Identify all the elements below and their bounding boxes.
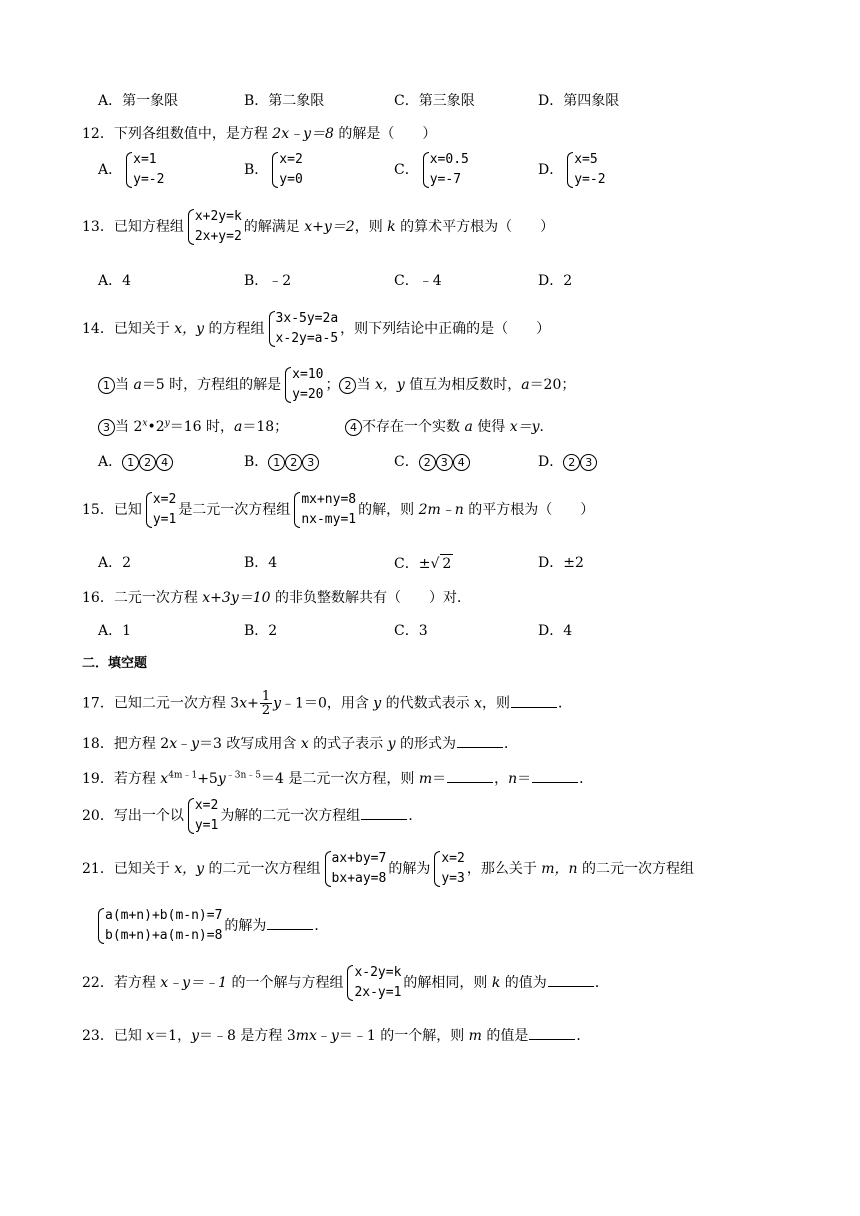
question-number: 17．	[82, 695, 114, 712]
system-line: y=-7	[429, 172, 462, 187]
question-text: ﹣1＝0，用含	[281, 695, 374, 712]
separator: ，	[494, 771, 509, 787]
q11-option-d: D．第四象限	[538, 93, 620, 109]
system-line: 2x+y=2	[194, 229, 242, 244]
question-number: 22．	[82, 975, 114, 991]
question-text: 的值为	[500, 975, 547, 991]
q15-option-d: D．±2	[538, 555, 584, 571]
variable: y	[191, 1028, 200, 1044]
question-number: 18．	[82, 736, 114, 752]
statement-text: 值互为相反数时，	[404, 377, 522, 393]
answer-blank[interactable]	[511, 694, 557, 708]
system-line: x+2y=k	[194, 209, 242, 224]
equation: x+3y＝10	[202, 590, 271, 606]
question-text: 的式子表示	[308, 736, 388, 752]
system-line: y=20	[292, 387, 324, 402]
equation: x﹣y＝﹣1	[160, 975, 227, 991]
equation-system	[323, 849, 387, 889]
variable: n	[508, 771, 518, 787]
system-line: x=2	[279, 152, 303, 167]
question-text: 的形式为	[395, 736, 457, 752]
q14-option-c	[394, 453, 470, 471]
option-label: B．	[244, 454, 269, 470]
system-line: y=3	[441, 871, 465, 886]
fraction-numerator: 1	[261, 689, 271, 704]
variable: k	[491, 975, 501, 991]
question-text: 已知	[113, 1028, 147, 1044]
statement-text: 当 2	[115, 419, 143, 435]
question-text: 已知二元一次方程 3	[113, 695, 240, 712]
q12-option-a	[98, 150, 166, 190]
statement-text: ＝18；	[242, 419, 289, 435]
variable: x，y	[174, 861, 205, 877]
question-text: ＝1，	[154, 1028, 192, 1044]
variable: y	[387, 736, 396, 752]
variable: m，n	[541, 861, 578, 877]
q11-option-a: A．第一象限	[98, 93, 179, 109]
variable: x，y	[174, 321, 205, 337]
question-text: 的解相同，则	[403, 975, 492, 991]
question-text: ＝3 改写成用含	[199, 736, 301, 752]
question-number: 12．	[82, 126, 114, 142]
system-line: x=10	[292, 367, 324, 382]
circled-number: 4	[156, 454, 173, 471]
option-label: C．	[394, 162, 419, 178]
equation-system	[345, 963, 401, 1003]
equation: 2x﹣y＝8	[272, 126, 334, 142]
statement-text: •2	[147, 419, 165, 435]
q14-option-d	[538, 453, 597, 471]
question-text: ＝﹣8 是方程 3	[199, 1028, 296, 1044]
system-line: x-2y=a-5	[275, 331, 339, 346]
q11-option-b: B．第二象限	[244, 93, 325, 109]
equation-system	[565, 150, 605, 190]
question-text: ，则	[354, 219, 388, 235]
q13-option-c: C．﹣4	[394, 273, 442, 289]
question-text: 若方程	[113, 975, 161, 991]
equation-system	[270, 150, 302, 190]
equation-system	[292, 490, 356, 530]
question-text: 的解，则	[358, 502, 419, 518]
q12-option-d	[538, 150, 608, 190]
variable: a	[133, 377, 142, 393]
equation-system	[144, 490, 176, 530]
fraction	[260, 690, 272, 717]
question-text: 为解的二元一次方程组	[220, 808, 361, 824]
q14-conclusion-4	[345, 418, 554, 436]
variable: x，y	[374, 377, 405, 393]
equation-system	[186, 207, 242, 247]
punctuation: ．	[408, 808, 423, 824]
punctuation: ．	[558, 695, 573, 712]
q15-option-c	[394, 554, 453, 573]
statement-text: ＝16 时，	[169, 419, 234, 435]
question-16	[82, 589, 471, 607]
question-number: 13．	[82, 219, 114, 235]
equation-system	[283, 365, 323, 405]
circled-number: 3	[436, 454, 453, 471]
system-line: b(m+n)+a(m-n)=8	[105, 928, 223, 943]
system-line: x=2	[194, 798, 219, 813]
exponent: y	[164, 418, 170, 429]
question-22	[82, 963, 609, 1003]
q12-option-c	[394, 150, 471, 190]
q16-option-c: C．3	[394, 623, 428, 639]
circled-number: 3	[302, 454, 319, 471]
variable: x	[160, 771, 169, 787]
variable: k	[387, 219, 396, 235]
question-13	[82, 207, 554, 247]
circled-number: 1	[98, 377, 115, 394]
question-number: 16．	[82, 590, 114, 606]
question-text: 写出一个以	[113, 808, 184, 824]
answer-blank[interactable]	[361, 806, 407, 820]
equation-system	[421, 150, 469, 190]
question-number: 20．	[82, 808, 114, 824]
system-line: a(m+n)+b(m-n)=7	[105, 908, 223, 923]
system-line: 3x-5y=2a	[275, 311, 339, 326]
statement-text: ．	[539, 419, 554, 435]
equation: x+y＝2	[304, 219, 355, 235]
fraction-denominator: 2	[261, 703, 271, 718]
q13-option-b: B．﹣2	[244, 273, 292, 289]
question-text: 已知关于	[113, 861, 175, 877]
question-text: ，那么关于	[466, 861, 542, 877]
option-label: A．	[98, 162, 123, 178]
circled-number: 4	[345, 419, 362, 436]
question-text: 的一个解与方程组	[227, 975, 344, 991]
variable: y	[217, 771, 226, 787]
question-text: 下列各组数值中，是方程	[113, 126, 273, 142]
variable: x	[146, 1028, 155, 1044]
option-label: B．	[244, 162, 269, 178]
circled-number: 2	[339, 377, 356, 394]
variable: mx	[295, 1028, 317, 1044]
option-label: D．	[538, 454, 564, 470]
question-20	[82, 796, 422, 836]
operator: ＝	[432, 771, 447, 787]
system-line: x-2y=k	[354, 965, 402, 980]
variable: x	[474, 695, 483, 712]
answer-blank-n[interactable]	[532, 769, 578, 783]
q11-option-c: C．第三象限	[394, 93, 475, 109]
exponent: 4m﹣1	[168, 770, 198, 781]
question-text: 把方程 2	[113, 736, 170, 752]
q13-option-a: A．4	[98, 273, 132, 289]
q16-option-b: B．2	[244, 623, 278, 639]
question-number: 23．	[82, 1028, 114, 1044]
variable: a	[464, 419, 473, 435]
q16-option-d: D．4	[538, 623, 573, 639]
question-text: 的非负整数解共有（ ）对．	[270, 590, 471, 606]
variable: a	[521, 377, 530, 393]
question-text: 的二元一次方程组	[204, 861, 321, 877]
punctuation: ．	[579, 771, 594, 787]
answer-blank[interactable]	[529, 1026, 575, 1040]
question-text: 的解为	[224, 918, 267, 934]
system-line: ax+by=7	[331, 851, 387, 866]
operator: +	[247, 695, 259, 712]
variable: x	[169, 736, 178, 752]
option-label: C．	[394, 454, 419, 470]
question-text: ＝﹣1 的一个解，则	[338, 1028, 469, 1044]
question-number: 14．	[82, 321, 114, 337]
variable: y	[273, 695, 282, 712]
statement-text: ＝20；	[529, 377, 576, 393]
answer-blank[interactable]	[548, 973, 594, 987]
system-line: y=-2	[574, 172, 606, 187]
equation-system	[96, 906, 222, 946]
equation: x＝y	[509, 419, 540, 435]
question-21-continued	[94, 906, 328, 946]
system-line: y=-2	[133, 172, 165, 187]
circled-number: 1	[122, 454, 139, 471]
sqrt-symbol: √	[430, 556, 440, 572]
circled-number: 3	[98, 419, 115, 436]
system-line: x=2	[441, 851, 465, 866]
sqrt-radicand: 2	[442, 556, 452, 572]
section-heading: 二．填空题	[82, 656, 148, 671]
punctuation: ．	[504, 736, 519, 752]
answer-blank-m[interactable]	[447, 769, 493, 783]
q14-conclusion-3	[98, 418, 288, 436]
separator: ；	[325, 377, 340, 393]
exponent: ﹣3n﹣5	[225, 770, 261, 781]
operator: ﹣	[316, 1028, 331, 1044]
question-text: 的算术平方根为（ ）	[395, 219, 555, 235]
question-number: 21．	[82, 861, 114, 877]
statement-text: 当	[356, 377, 375, 393]
variable: y	[373, 695, 382, 712]
equation-system	[186, 796, 218, 836]
equation-system	[432, 849, 464, 889]
circled-number: 2	[419, 454, 436, 471]
expression: 2m﹣n	[418, 502, 464, 518]
system-line: bx+ay=8	[331, 871, 387, 886]
question-text: 已知关于	[113, 321, 175, 337]
statement-text: ＝5 时，方程组的解是	[141, 377, 282, 393]
question-text: +5	[197, 771, 218, 787]
variable: x	[239, 695, 248, 712]
statement-text: 使得	[472, 419, 510, 435]
operator: ＝	[517, 771, 532, 787]
question-18	[82, 734, 518, 753]
system-line: mx+ny=8	[301, 492, 357, 507]
question-text: 的方程组	[204, 321, 265, 337]
question-text: 的解为	[388, 861, 431, 877]
circled-number: 3	[580, 454, 597, 471]
variable: a	[233, 419, 243, 435]
q16-option-a: A．1	[98, 623, 132, 639]
variable: m	[468, 1028, 482, 1044]
question-text: 的二元一次方程组	[577, 861, 695, 877]
q14-conclusions-1-2	[98, 365, 575, 405]
question-23	[82, 1026, 590, 1045]
q13-option-d: D．2	[538, 273, 573, 289]
circled-number: 4	[453, 454, 470, 471]
option-label: C．±	[394, 556, 431, 572]
question-text: ＝4 是二元一次方程，则	[261, 771, 419, 787]
system-line: y=1	[194, 818, 219, 833]
system-line: 2x-y=1	[354, 985, 402, 1000]
question-12	[82, 125, 436, 143]
q14-option-a	[98, 453, 173, 471]
question-14	[82, 309, 550, 349]
operator: ﹣	[177, 736, 192, 752]
question-text: 的解满足	[243, 219, 305, 235]
punctuation: ．	[576, 1028, 591, 1044]
punctuation: ．	[314, 918, 329, 934]
variable: x	[300, 736, 309, 752]
question-text: 的代数式表示	[381, 695, 475, 712]
question-text: 已知	[113, 502, 142, 518]
question-text: 的值是	[481, 1028, 529, 1044]
system-line: y=0	[279, 172, 303, 187]
circled-number: 2	[563, 454, 580, 471]
system-line: x=2	[152, 492, 177, 507]
question-19	[82, 769, 593, 788]
q12-option-b	[244, 150, 305, 190]
exponent: x	[142, 418, 148, 429]
statement-text: 不存在一个实数	[362, 419, 465, 435]
q15-option-a: A．2	[98, 555, 132, 571]
question-text: 的平方根为（ ）	[463, 502, 595, 518]
option-label: D．	[538, 162, 564, 178]
question-text: 若方程	[113, 771, 161, 787]
q15-option-b: B．4	[244, 555, 278, 571]
answer-blank[interactable]	[267, 916, 313, 930]
option-label: A．	[98, 454, 123, 470]
question-text: 是二元一次方程组	[178, 502, 291, 518]
system-line: x=1	[133, 152, 157, 167]
system-line: nx-my=1	[301, 512, 357, 527]
question-text: 二元一次方程	[113, 590, 203, 606]
question-text: ，则	[482, 695, 511, 712]
system-line: y=1	[152, 512, 177, 527]
circled-number: 2	[285, 454, 302, 471]
question-number: 19．	[82, 771, 114, 787]
circled-number: 2	[139, 454, 156, 471]
q14-option-b	[244, 453, 319, 471]
question-text: 已知方程组	[113, 219, 184, 235]
statement-text: 当	[115, 377, 134, 393]
question-15	[82, 490, 594, 530]
circled-number: 1	[268, 454, 285, 471]
question-17	[82, 690, 572, 717]
variable: y	[330, 1028, 339, 1044]
question-text: ，则下列结论中正确的是（ ）	[340, 321, 551, 337]
system-line: x=0.5	[429, 152, 469, 167]
variable: m	[418, 771, 433, 787]
punctuation: ．	[594, 975, 609, 991]
equation-system	[124, 150, 164, 190]
system-line: x=5	[574, 152, 598, 167]
equation-system	[267, 309, 339, 349]
question-number: 15．	[82, 502, 114, 518]
question-text: 的解是（ ）	[333, 126, 437, 142]
answer-blank[interactable]	[457, 734, 503, 748]
question-21	[82, 849, 694, 889]
variable: y	[191, 736, 200, 752]
